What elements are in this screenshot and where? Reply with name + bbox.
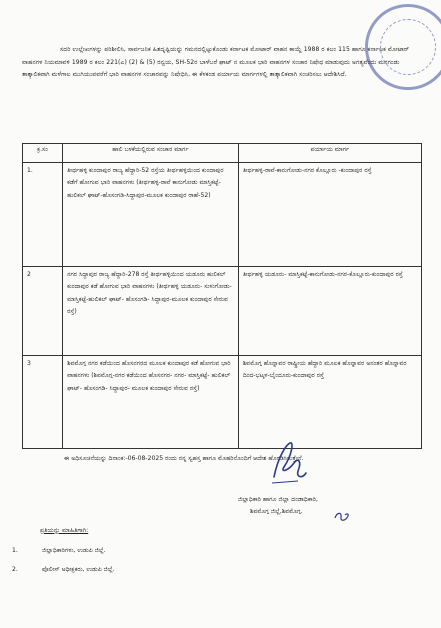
list-item [12,566,115,574]
row-serial: 3 [23,356,63,449]
list-item-number: 2. [12,566,18,573]
table-row [23,163,422,267]
row-alternate-route: ತೀರ್ಥಹಳ್ಳಿ-ರಾವೆ-ಕಾನುಗೋಡು-ನಗರ ಕೊಲ್ಲೂರು -ಕುಂದಾಪುರ ರಸ್ತೆ [238,163,421,267]
row-serial: 2 [23,267,63,356]
table-row [23,356,422,449]
row-alternate-route: ತೀರ್ಥಹಳ್ಳಿ ಯಡೂರು- ಮಾಸ್ತಿಕಟ್ಟೆ-ಕಾನುಗೋಡು-ನಗರ-ಕೊಲ್ಲೂರು-ಕುಂದಾಪುರ ರಸ್ತೆ [238,267,421,356]
row-alternate-route: ಶಿವಮೊಗ್ಗ ಹೊನ್ನಾವರ ರಾಷ್ಟ್ರೀಯ ಹೆದ್ದಾರಿ ಮೂಲಕ ಹೊನ್ನಾವರ ಅನಂತರ ಹೊನ್ನಾವರ ದಿಂದ-ಭಟ್ಕಳ-ಬೈಂದೂರು-ಕುಂದಾಪುರ ರಸ್ತೆ [238,356,421,449]
table-row [23,267,422,356]
header-current-route: ಹಾಲಿ ಬಳಕೆಯಲ್ಲಿರುವ ಸಂಚಾರ ಮಾರ್ಗ [63,144,239,163]
row-current-route: ತೀರ್ಥಹಳ್ಳಿ ಕುಂದಾಪುರ ರಾಜ್ಯ ಹೆದ್ದಾರಿ-52 ರಸ್ತೆಯ ತೀರ್ಥಹಳ್ಳಿಯಿಂದ ಕುಂದಾಪುರ ಕಡೆಗೆ ಹೋಗುವ ಭಾರಿ ವಾಹನಗಳು (ತೀರ್ಥಹಳ್ಳಿ-ರಾವೆ ಕಾನುಗೋಡು ಮಾಸ್ತಿಕಟ್ಟೆ-ಹುಲಿಕಲ್ ಘಾಟ್-ಹೊಸಂಗಡಿ-ಸಿದ್ದಾಪುರ-ಮೂಲಕ ಕುಂದಾಪುರ ರಾಹೆ-52) [63,163,239,267]
signature-image [268,437,308,487]
signatory-block [238,494,318,519]
initial-scribble-icon [333,510,351,524]
order-paragraph: ಸದರಿ ಉಲ್ಲೇಖಗಳನ್ನು ಪರಿಶೀಲಿಸಿ, ಸಾರ್ವಜನಿಕ ಹಿತದೃಷ್ಟಿಯನ್ನು ಗಮನದಲ್ಲಿಟ್ಟುಕೊಂಡು ಕರ್ನಾಟಕ ಮೋಟಾರ್ ವಾಹನ ಕಾಯ್ದೆ 1988 ರ ಕಲಂ 115 ಹಾಗೂ ಕರ್ನಾಟಕ ಮೋಟಾರ್ ವಾಹನಗಳ ನಿಯಮಾವಳಿ 1989 ರ ಕಲಂ 221(ಎ) (2) & (5) ರನ್ವಯ, SH-52ರ ಬಾಳೆಬರೆ ಘಾಟ್ ನ ಮೂಲಕ ಭಾರಿ ವಾಹನಗಳ ಸಂಚಾರ ನಿಷೇಧ ಮಾಡುವುದು ಅಗತ್ಯವೆಂದು ಮನಗಂಡು ತಾತ್ಕಾಲಿಕವಾಗಿ ಮಳೆಗಾಲ ಮುಗಿಯುವವರೆಗೆ ಭಾರಿ ವಾಹನಗಳ ಸಂಚಾರವನ್ನು ನಿಷೇಧಿಸಿ, ಈ ಕೆಳಕಂಡ ಪರ್ಯಾಯ ಮಾರ್ಗಗಳಲ್ಲಿ ತಾತ್ಕಾಲಿಕವಾಗಿ ಸಂಚರಿಸಲು ಆದೇಶಿಸಿದೆ. [22,46,410,79]
table-header-row [23,144,422,163]
row-current-route: ಶಿವಮೊಗ್ಗ ನಗರ ಕಡೆಯಿಂದ ಹೊಸನಗರದ ಮೂಲಕ ಕುಂದಾಪುರ ಕಡೆ ಹೋಗುವ ಭಾರಿ ವಾಹನಗಳು (ಶಿವಮೊಗ್ಗ-ನಗರ ಕಡೆಯಿಂದ ಹೊಸನಗರ- ನಗರ- ಮಾಸ್ತಿಕಟ್ಟೆ- ಹುಲಿಕಲ್ ಘಾಟ್- ಹೊಸಂಗಡಿ- ಸಿದ್ದಾಪುರ- ಮೂಲಕ ಕುಂದಾಪುರ ಸೇರುವ ರಸ್ತೆ) [63,356,239,449]
list-item-text: ಪೊಲೀಸ್ ಅಧೀಕ್ಷಕರು, ಉಡುಪಿ ಜಿಲ್ಲೆ. [42,566,115,573]
issue-statement: ಈ ಅಧಿಸೂಚನೆಯನ್ನು ದಿನಾಂಕ:-06-08-2025 ರಂದು ನನ್ನ ಸ್ವಹಸ್ತ ಹಾಗೂ ಮೊಹರಿನೊಂದಿಗೆ ಆದೇಶ ಹೊರಡಿಸಿರುತ್ತೇನೆ. [64,455,304,462]
copy-to-heading: ಪ್ರತಿಯನ್ನು ಮಾಹಿತಿಗಾಗಿ: [40,527,89,534]
list-item-text: ಜಿಲ್ಲಾಧಿಕಾರಿಗಳು, ಉಡುಪಿ ಜಿಲ್ಲೆ. [42,547,106,554]
row-current-route: ನಗರ ಸಿದ್ದಾಪುರ ರಾಜ್ಯ ಹೆದ್ದಾರಿ-278 ರಸ್ತೆ ತೀರ್ಥಹಳ್ಳಿಯಿಂದ ಯಡೂರು ಹುಲಿಕಲ್ ಕುಂದಾಪುರ ಕಡೆ ಹೋಗುವ ಭಾರಿ ವಾಹನಗಳು (ತೀರ್ಥಹಳ್ಳಿ ಯಡೂರು- ಸುಳುಗೋಡು-ಮಾಸ್ತಿಕಟ್ಟೆ-ಹುಲಿಕಲ್ ಘಾಟ್- ಹೊಸಂಗಡಿ- ಸಿದ್ದಾಪುರ-ಮೂಲಕ ಕುಂದಾಪುರ ಸೇರುವ ರಸ್ತೆ) [63,267,239,356]
list-item-number: 1. [12,547,18,554]
row-serial: 1. [23,163,63,267]
header-alternate-route: ಪರ್ಯಾಯ ಮಾರ್ಗ [238,144,421,163]
route-table [22,143,422,449]
signatory-location: ಶಿವಮೊಗ್ಗ ಜಿಲ್ಲೆ,ಶಿವಮೊಗ್ಗ. [250,508,303,516]
header-serial: ಕ್ರ.ಸಂ [23,144,63,163]
list-item [12,547,106,555]
signatory-title: ಜಿಲ್ಲಾಧಿಕಾರಿ ಹಾಗೂ ಜಿಲ್ಲಾ ದಂಡಾಧಿಕಾರಿ, [238,496,318,503]
